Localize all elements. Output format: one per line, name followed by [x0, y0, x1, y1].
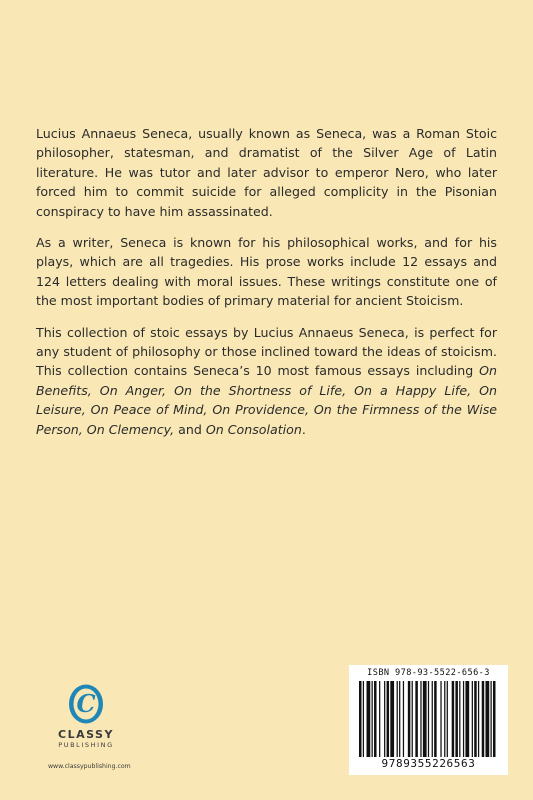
barcode-bars [359, 681, 498, 757]
publisher-website: www.classypublishing.com [48, 763, 131, 770]
essay-title: On a Happy Life, [354, 382, 472, 398]
essay-title: On Providence, [212, 402, 309, 418]
essay-title: On the Shortness of Life, [174, 382, 347, 398]
publisher-name: CLASSY [58, 728, 114, 741]
essay-title: On Anger, [99, 382, 167, 398]
essay-title: On Benefits, [36, 363, 497, 398]
publisher-logo [48, 683, 124, 749]
isbn-barcode [349, 665, 508, 775]
c-circle-logo-icon [66, 683, 106, 727]
conjunction: and [174, 421, 206, 437]
description-paragraph-1: Lucius Annaeus Seneca, usually known as Seneca, was a Roman Stoic philosopher, statesman, and dramatist of the Silver Age of Latin literature. He was tutor and later advisor to emperor Nero, who later forced him to commit suicide for alleged complicity in the Pisonian conspiracy to have him assassinated. [36, 126, 497, 219]
essay-title: On Leisure, [36, 382, 498, 418]
isbn-label: ISBN 978-93-5522-656-3 [367, 668, 490, 678]
period: . [301, 421, 306, 437]
description-paragraph-3 [36, 323, 497, 439]
essay-title: On Consolation [205, 421, 302, 437]
book-description [36, 124, 497, 451]
description-paragraph-2: As a writer, Seneca is known for his philosophical works, and for his plays, which are all tragedies. His prose works include 12 essays and 124 letters dealing with moral issues. These writings constitute one of the most important bodies of primary material for ancient Stoicism. [36, 235, 497, 309]
publisher-subtitle: PUBLISHING [58, 741, 114, 749]
essay-title: On the Firmness of the Wise Person, [36, 402, 498, 437]
svg-text:C: C [76, 689, 96, 718]
barcode-digits: 9789355226563 [381, 757, 476, 770]
essay-title: On Clemency, [86, 421, 175, 437]
essay-title: On Peace of Mind, [90, 402, 208, 418]
paragraph-3-intro: This collection of stoic essays by Lucius Annaeus Seneca, is perfect for any student of philosophy or those inclined toward the ideas of stoicism. This collection contains Seneca’s 10 most famous essays including [36, 324, 497, 379]
